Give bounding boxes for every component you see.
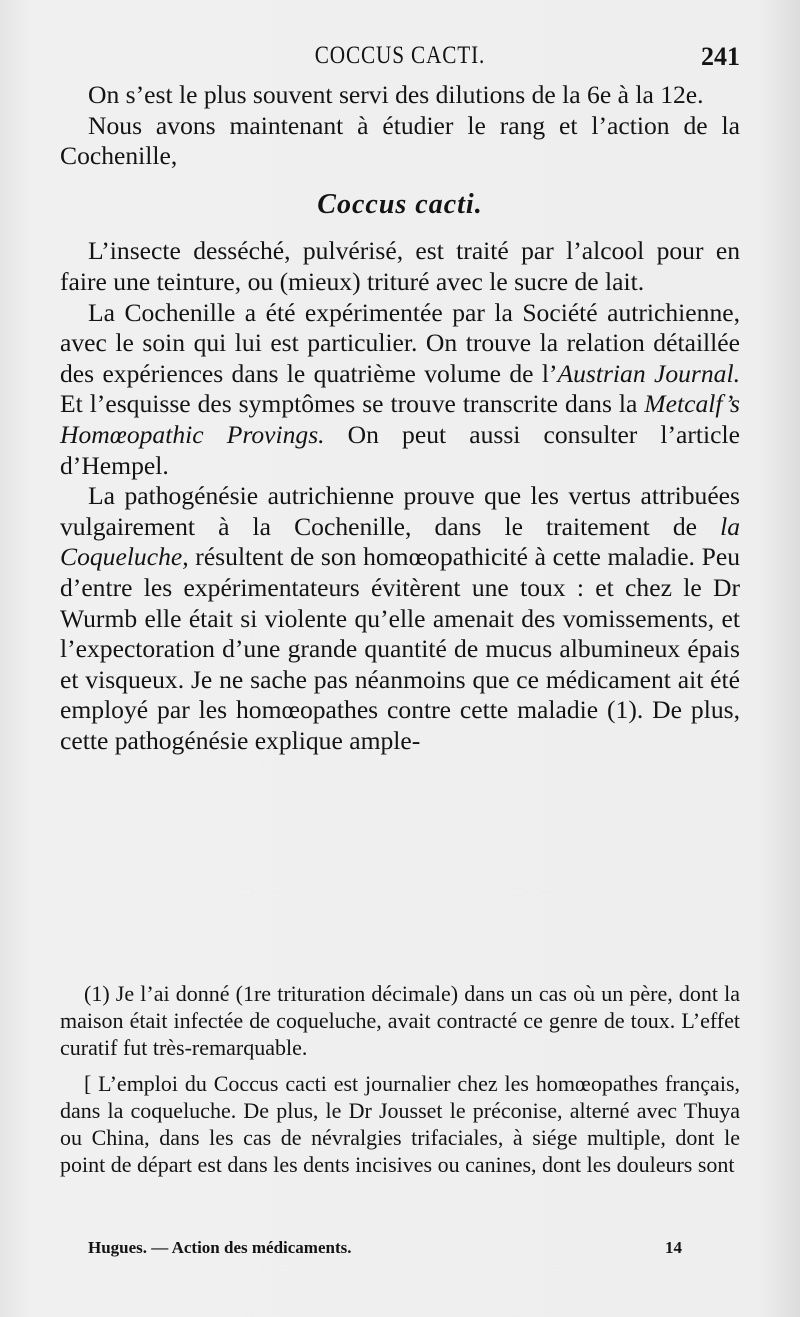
page-header xyxy=(0,42,800,78)
footnote-2: [ L’emploi du Coccus cacti est journalier chez les homœopathes français, dans la coqueluche. De plus, le Dr Jousset le préconise, alterné avec Thuya ou China, dans les cas de névralgies trifaciales, à siége multiple, dont le point de départ est dans les dents incisives ou canines, dont les douleurs sont xyxy=(60,1071,740,1177)
footnotes xyxy=(60,980,740,1178)
paragraph-intro: Nous avons maintenant à étudier le rang et l’action de la Cochenille, xyxy=(60,110,740,171)
citation-metcalf-provings: Metcalf’s Homœopathic Provings. xyxy=(60,389,740,449)
running-title: COCCUS CACTI. xyxy=(314,42,486,69)
paragraph-experiments-text-b: Et l’esquisse des symptômes se trouve transcrite dans la xyxy=(60,389,645,419)
body-text xyxy=(60,80,740,756)
paragraph-pathogenesis xyxy=(60,481,740,756)
footnote-1: (1) Je l’ai donné (1re trituration décimale) dans un cas où un père, dont la maison était infectée de coqueluche, avait contracté ce genre de toux. L’effet curatif fut très-remarquable. xyxy=(60,981,740,1060)
paragraph-dilutions: On s’est le plus souvent servi des dilutions de la 6e à la 12e. xyxy=(88,80,704,109)
page-footer xyxy=(0,1238,800,1262)
citation-austrian-journal: Austrian Journal. xyxy=(557,358,740,388)
term-coqueluche: la Coqueluche, xyxy=(60,511,740,572)
paragraph-preparation: L’insecte desséché, pulvérisé, est traité par l’alcool pour en faire une teinture, ou (mieux) trituré avec le sucre de lait. xyxy=(60,236,740,296)
paragraph-experiments xyxy=(60,298,740,482)
sheet-number: 14 xyxy=(665,1238,682,1257)
section-heading: Coccus cacti. xyxy=(317,188,483,220)
paragraph-experiments-text-a: La Cochenille a été expérimentée par la Société autrichienne, avec le soin qui lui est particulier. On trouve la relation détaillée des expériences dans le quatrième volume de l’ xyxy=(60,297,740,388)
paragraph-experiments-text-c: On peut aussi consulter l’article d’Hempel. xyxy=(60,419,740,480)
signature-mark: Hugues. — Action des médicaments. xyxy=(88,1238,352,1257)
paragraph-pathogenesis-text-a: La pathogénésie autrichienne prouve que les vertus attribuées vulgairement à la Cochenille, dans le traitement de xyxy=(60,481,740,541)
page-number: 241 xyxy=(701,42,740,71)
paragraph-pathogenesis-text-b: résultent de son homœopathicité à cette maladie. Peu d’entre les expérimentateurs évitèrent une toux : et chez le Dr Wurmb elle était si violente qu’elle amenait des vomissements, et l’expectoration d’une grande quantité de mucus albumineux épais et visqueux. Je ne sache pas néanmoins que ce médicament ait été employé par les homœopathes contre cette maladie (1). De plus, cette pathogénésie explique ample- xyxy=(60,542,740,755)
